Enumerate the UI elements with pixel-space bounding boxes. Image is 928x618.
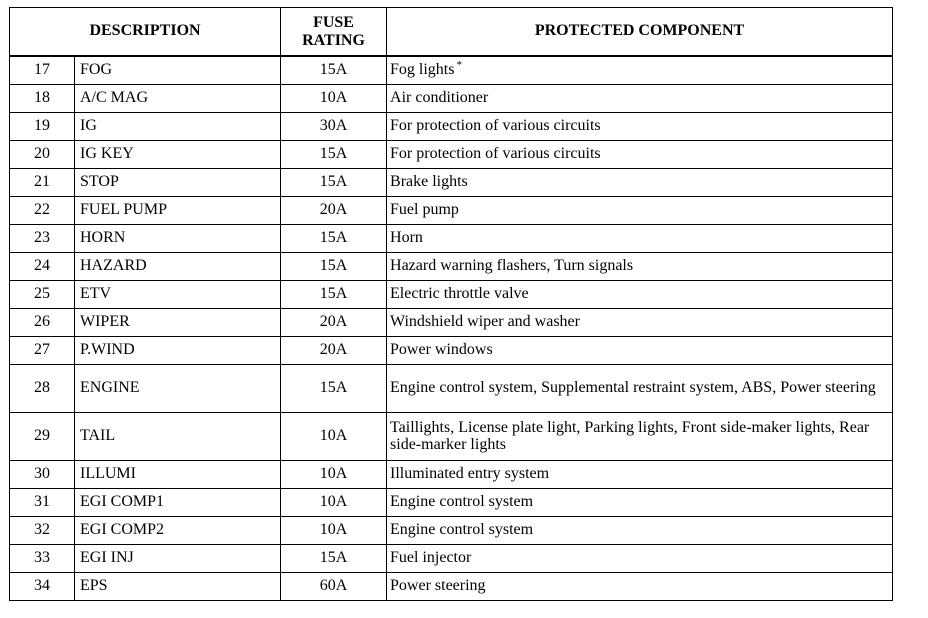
protected-component-text: For protection of various circuits bbox=[390, 145, 601, 163]
fuse-number: 17 bbox=[10, 56, 75, 85]
protected-component bbox=[387, 169, 893, 197]
protected-component-text: Power steering bbox=[390, 577, 486, 595]
fuse-description: EGI COMP1 bbox=[75, 489, 281, 517]
fuse-description: FUEL PUMP bbox=[75, 197, 281, 225]
fuse-rating: 15A bbox=[281, 281, 387, 309]
protected-component-text: Brake lights bbox=[390, 173, 468, 191]
fuse-number: 23 bbox=[10, 225, 75, 253]
fuse-description: ETV bbox=[75, 281, 281, 309]
protected-component bbox=[387, 461, 893, 489]
fuse-rating: 15A bbox=[281, 253, 387, 281]
protected-component-text: Horn bbox=[390, 229, 423, 247]
protected-component bbox=[387, 573, 893, 601]
table-row bbox=[10, 545, 893, 573]
protected-component-text: Fog lights bbox=[390, 61, 455, 79]
protected-component bbox=[387, 517, 893, 545]
fuse-description: EPS bbox=[75, 573, 281, 601]
table-row bbox=[10, 281, 893, 309]
table-row bbox=[10, 517, 893, 545]
fuse-rating: 15A bbox=[281, 225, 387, 253]
fuse-rating: 20A bbox=[281, 309, 387, 337]
table-row bbox=[10, 489, 893, 517]
fuse-number: 19 bbox=[10, 113, 75, 141]
fuse-number: 28 bbox=[10, 365, 75, 413]
fuse-number: 22 bbox=[10, 197, 75, 225]
fuse-rating: 10A bbox=[281, 85, 387, 113]
table-row bbox=[10, 253, 893, 281]
table-row bbox=[10, 365, 893, 413]
fuse-description: WIPER bbox=[75, 309, 281, 337]
protected-component bbox=[387, 85, 893, 113]
fuse-rating: 20A bbox=[281, 337, 387, 365]
protected-component-text: Engine control system bbox=[390, 521, 534, 539]
fuse-number: 21 bbox=[10, 169, 75, 197]
fuse-rating: 60A bbox=[281, 573, 387, 601]
protected-component-text: Fuel injector bbox=[390, 549, 472, 567]
table-row bbox=[10, 413, 893, 461]
fuse-number: 20 bbox=[10, 141, 75, 169]
protected-component bbox=[387, 253, 893, 281]
protected-component-text: Engine control system bbox=[390, 493, 534, 511]
fuse-description: STOP bbox=[75, 169, 281, 197]
fuse-rating: 15A bbox=[281, 545, 387, 573]
fuse-number: 33 bbox=[10, 545, 75, 573]
protected-component bbox=[387, 545, 893, 573]
fuse-description: HORN bbox=[75, 225, 281, 253]
fuse-number: 27 bbox=[10, 337, 75, 365]
fuse-table bbox=[9, 7, 893, 601]
protected-component bbox=[387, 141, 893, 169]
fuse-description: ENGINE bbox=[75, 365, 281, 413]
fuse-description: P.WIND bbox=[75, 337, 281, 365]
fuse-description: HAZARD bbox=[75, 253, 281, 281]
protected-component bbox=[387, 413, 893, 461]
protected-component bbox=[387, 197, 893, 225]
fuse-number: 34 bbox=[10, 573, 75, 601]
fuse-description: EGI INJ bbox=[75, 545, 281, 573]
fuse-number: 18 bbox=[10, 85, 75, 113]
table-row bbox=[10, 141, 893, 169]
protected-component-text: Hazard warning flashers, Turn signals bbox=[390, 257, 634, 275]
fuse-number: 29 bbox=[10, 413, 75, 461]
fuse-description: ILLUMI bbox=[75, 461, 281, 489]
protected-component-text: Illuminated entry system bbox=[390, 465, 550, 483]
table-row bbox=[10, 337, 893, 365]
protected-component bbox=[387, 225, 893, 253]
fuse-number: 31 bbox=[10, 489, 75, 517]
protected-component bbox=[387, 281, 893, 309]
fuse-number: 30 bbox=[10, 461, 75, 489]
fuse-description: FOG bbox=[75, 56, 281, 85]
fuse-description: EGI COMP2 bbox=[75, 517, 281, 545]
fuse-rating: 30A bbox=[281, 113, 387, 141]
fuse-rating: 15A bbox=[281, 56, 387, 85]
header-row bbox=[10, 8, 893, 57]
table-header bbox=[10, 8, 893, 57]
fuse-rating-header-text: FUSE RATING bbox=[302, 13, 365, 49]
fuse-description: IG bbox=[75, 113, 281, 141]
footnote-mark: * bbox=[456, 58, 462, 71]
fuse-rating: 15A bbox=[281, 141, 387, 169]
fuse-number: 25 bbox=[10, 281, 75, 309]
protected-component-text: Taillights, License plate light, Parking lights, Front side-maker lights, Rear side-marker lights bbox=[390, 418, 870, 453]
protected-component-text: For protection of various circuits bbox=[390, 117, 601, 135]
protected-component bbox=[387, 337, 893, 365]
fuse-rating: 15A bbox=[281, 365, 387, 413]
protected-component-header: PROTECTED COMPONENT bbox=[387, 8, 893, 57]
protected-component bbox=[387, 365, 893, 413]
fuse-description: A/C MAG bbox=[75, 85, 281, 113]
protected-component bbox=[387, 309, 893, 337]
table-row bbox=[10, 56, 893, 85]
protected-component-text: Air conditioner bbox=[390, 89, 489, 107]
fuse-rating: 10A bbox=[281, 517, 387, 545]
table-row bbox=[10, 113, 893, 141]
fuse-description: TAIL bbox=[75, 413, 281, 461]
fuse-rating: 10A bbox=[281, 489, 387, 517]
table-row bbox=[10, 225, 893, 253]
fuse-description: IG KEY bbox=[75, 141, 281, 169]
table-body bbox=[10, 56, 893, 601]
table-row bbox=[10, 573, 893, 601]
fuse-rating-header bbox=[281, 8, 387, 57]
table-row bbox=[10, 85, 893, 113]
fuse-number: 32 bbox=[10, 517, 75, 545]
fuse-rating: 10A bbox=[281, 413, 387, 461]
table-row bbox=[10, 309, 893, 337]
protected-component-text: Fuel pump bbox=[390, 201, 459, 219]
fuse-rating: 10A bbox=[281, 461, 387, 489]
protected-component bbox=[387, 56, 893, 85]
protected-component-text: Engine control system, Supplemental restraint system, ABS, Power steering bbox=[390, 379, 876, 397]
table-row bbox=[10, 461, 893, 489]
protected-component-text: Electric throttle valve bbox=[390, 285, 529, 303]
protected-component bbox=[387, 113, 893, 141]
table-row bbox=[10, 197, 893, 225]
table-row bbox=[10, 169, 893, 197]
fuse-rating: 20A bbox=[281, 197, 387, 225]
protected-component bbox=[387, 489, 893, 517]
protected-component-text: Windshield wiper and washer bbox=[390, 313, 580, 331]
description-header: DESCRIPTION bbox=[10, 8, 281, 57]
fuse-rating: 15A bbox=[281, 169, 387, 197]
fuse-number: 24 bbox=[10, 253, 75, 281]
protected-component-text: Power windows bbox=[390, 341, 493, 359]
fuse-number: 26 bbox=[10, 309, 75, 337]
